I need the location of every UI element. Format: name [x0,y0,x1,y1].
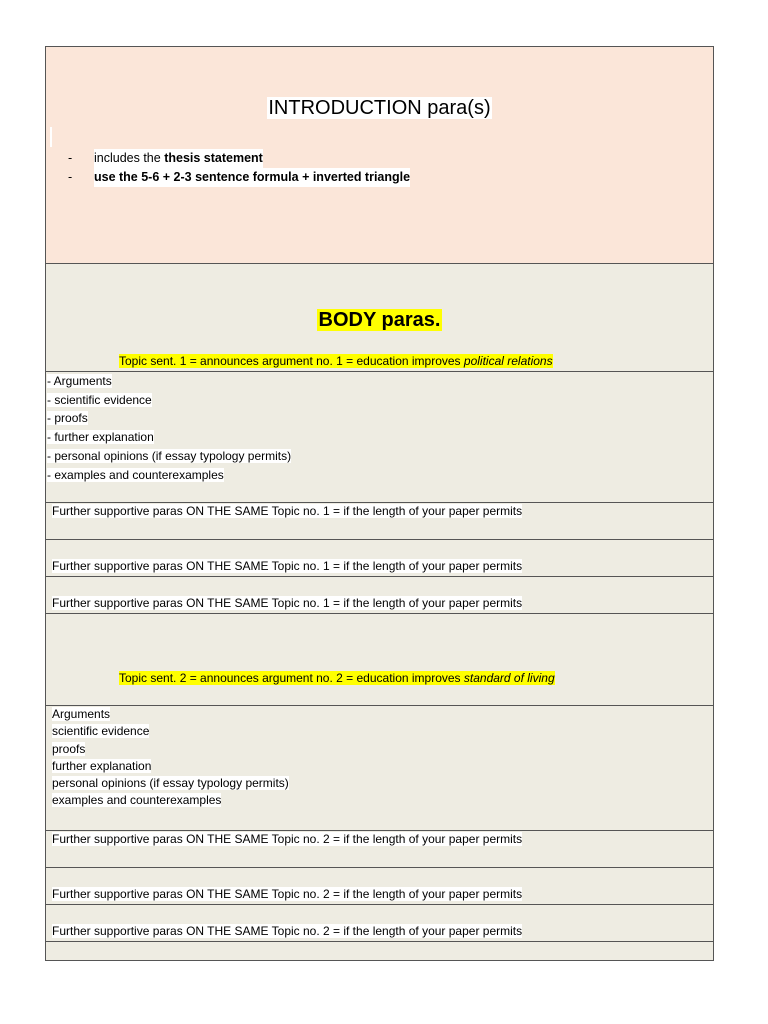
bullet-item: - includes the thesis statement [68,149,410,168]
list-item: Arguments [52,707,111,721]
list-item: proofs [52,741,86,756]
supportive-para-row-2a: Further supportive paras ON THE SAME Topic no. 2 = if the length of your paper permits [46,831,713,868]
list-item: - further explanation [47,430,154,445]
introduction-bullets [68,149,410,187]
list-item: - Arguments [47,374,112,388]
text-cursor [50,127,52,147]
list-item: - scientific evidence [47,392,152,407]
list-item: scientific evidence [52,724,150,739]
topic-sentence-1: Topic sent. 1 = announces argument no. 1 = education improves political relations [119,354,553,368]
introduction-title: INTRODUCTION para(s) [268,97,491,119]
list-item: - proofs [47,411,88,426]
list-item: - examples and counterexamples [47,467,224,482]
bullet-item: - use the 5-6 + 2-3 sentence formula + inverted triangle [68,168,410,187]
topic-sentence-2: Topic sent. 2 = announces argument no. 2 = education improves standard of living [119,671,555,685]
list-item: - personal opinions (if essay typology permits) [47,448,292,463]
introduction-section [46,47,713,264]
list-item: examples and counterexamples [52,793,222,808]
supportive-para-row-2c: Further supportive paras ON THE SAME Topic no. 2 = if the length of your paper permits [46,905,713,942]
supporting-points-list-1 [46,372,713,503]
supportive-para-row-1a: Further supportive paras ON THE SAME Topic no. 1 = if the length of your paper permits [46,503,713,540]
document-page [45,46,714,961]
body-header-section [46,264,713,372]
supporting-points-list-2 [46,706,713,831]
supportive-para-row-1b: Further supportive paras ON THE SAME Topic no. 1 = if the length of your paper permits [46,540,713,577]
supportive-para-row-2b: Further supportive paras ON THE SAME Topic no. 2 = if the length of your paper permits [46,868,713,905]
body-title: BODY paras. [318,309,441,331]
list-item: further explanation [52,758,152,773]
list-item: personal opinions (if essay typology permits) [52,776,289,791]
supportive-para-row-1c: Further supportive paras ON THE SAME Topic no. 1 = if the length of your paper permits [46,577,713,614]
topic-2-section [46,614,713,706]
